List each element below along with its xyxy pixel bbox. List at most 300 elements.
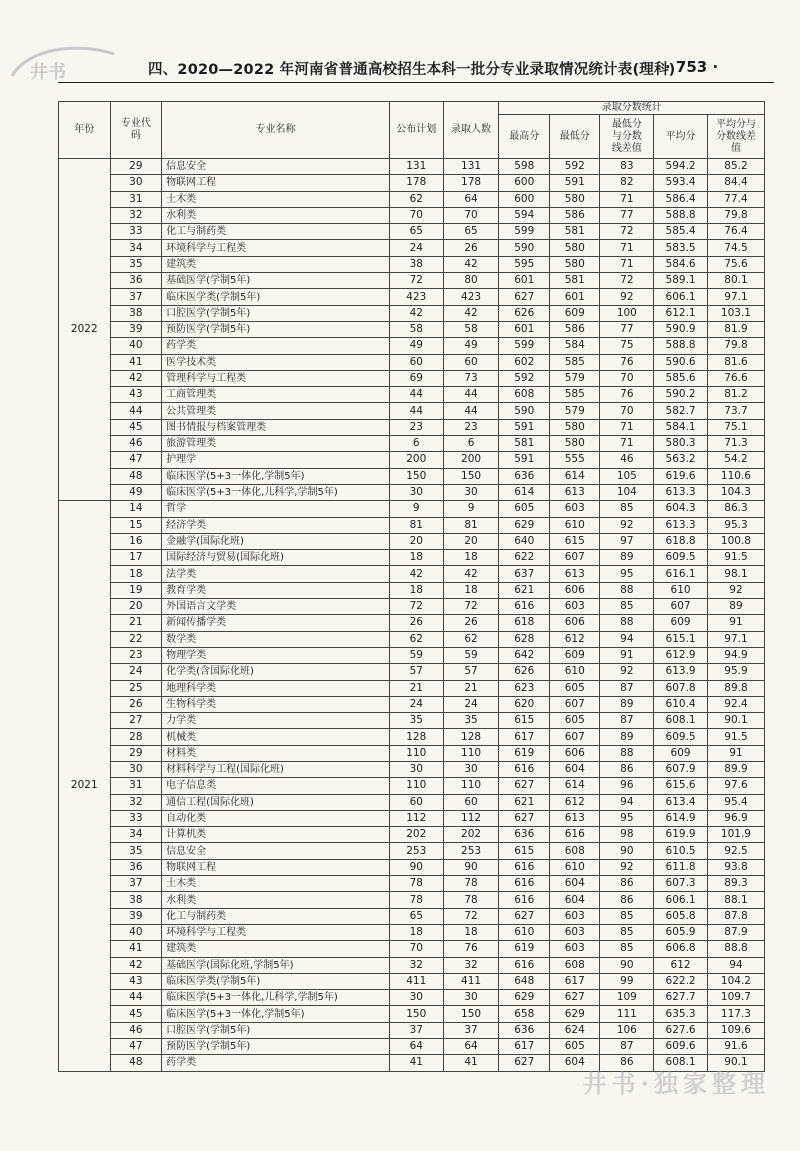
max-cell: 617: [499, 729, 550, 745]
name-cell: 口腔医学(学制5年): [162, 305, 390, 321]
avgdiff-cell: 79.8: [707, 207, 764, 223]
avgdiff-cell: 104.3: [707, 484, 764, 500]
plan-cell: 24: [389, 696, 443, 712]
name-cell: 化学类(含国际化班): [162, 664, 390, 680]
max-cell: 619: [499, 941, 550, 957]
name-cell: 环境科学与工程类: [162, 240, 390, 256]
avg-cell: 584.1: [654, 419, 708, 435]
plan-cell: 69: [389, 370, 443, 386]
diff-cell: 46: [600, 452, 654, 468]
admitted-cell: 30: [443, 761, 499, 777]
min-cell: 613: [549, 484, 600, 500]
admitted-cell: 150: [443, 468, 499, 484]
diff-cell: 85: [600, 941, 654, 957]
avgdiff-cell: 87.9: [707, 924, 764, 940]
table-row: [59, 436, 765, 452]
diff-cell: 82: [600, 175, 654, 191]
admitted-cell: 110: [443, 778, 499, 794]
max-cell: 637: [499, 566, 550, 582]
admitted-cell: 24: [443, 696, 499, 712]
avg-cell: 593.4: [654, 175, 708, 191]
plan-cell: 35: [389, 713, 443, 729]
avgdiff-cell: 97.1: [707, 289, 764, 305]
year-cell: 2021: [59, 501, 111, 1071]
max-cell: 599: [499, 224, 550, 240]
diff-cell: 94: [600, 631, 654, 647]
avg-cell: 584.6: [654, 256, 708, 272]
avg-cell: 612.1: [654, 305, 708, 321]
plan-cell: 112: [389, 810, 443, 826]
name-cell: 物理学类: [162, 647, 390, 663]
min-cell: 603: [549, 924, 600, 940]
avgdiff-cell: 94: [707, 957, 764, 973]
diff-cell: 96: [600, 778, 654, 794]
avg-cell: 615.6: [654, 778, 708, 794]
name-cell: 预防医学(学制5年): [162, 321, 390, 337]
table-body: [59, 159, 765, 1072]
avgdiff-cell: 104.2: [707, 973, 764, 989]
code-cell: 33: [110, 810, 162, 826]
min-cell: 608: [549, 843, 600, 859]
min-cell: 555: [549, 452, 600, 468]
admitted-cell: 253: [443, 843, 499, 859]
min-cell: 601: [549, 289, 600, 305]
col-group: 录取分数统计: [499, 102, 765, 115]
name-cell: 临床医学类(学制5年): [162, 973, 390, 989]
avgdiff-cell: 91.5: [707, 729, 764, 745]
avg-cell: 585.6: [654, 370, 708, 386]
avg-cell: 605.8: [654, 908, 708, 924]
year-cell: 2022: [59, 159, 111, 501]
diff-cell: 71: [600, 240, 654, 256]
name-cell: 图书情报与档案管理类: [162, 419, 390, 435]
plan-cell: 32: [389, 957, 443, 973]
plan-cell: 65: [389, 908, 443, 924]
max-cell: 608: [499, 387, 550, 403]
avgdiff-cell: 76.4: [707, 224, 764, 240]
avg-cell: 613.4: [654, 794, 708, 810]
diff-cell: 71: [600, 419, 654, 435]
code-cell: 30: [110, 761, 162, 777]
code-cell: 15: [110, 517, 162, 533]
code-cell: 48: [110, 1055, 162, 1071]
code-cell: 27: [110, 713, 162, 729]
max-cell: 642: [499, 647, 550, 663]
avgdiff-cell: 73.7: [707, 403, 764, 419]
table-row: [59, 647, 765, 663]
table-row: [59, 1022, 765, 1038]
plan-cell: 150: [389, 468, 443, 484]
name-cell: 地理科学类: [162, 680, 390, 696]
plan-cell: 70: [389, 941, 443, 957]
plan-cell: 60: [389, 794, 443, 810]
diff-cell: 109: [600, 990, 654, 1006]
plan-cell: 9: [389, 501, 443, 517]
plan-cell: 44: [389, 387, 443, 403]
max-cell: 648: [499, 973, 550, 989]
admitted-cell: 30: [443, 990, 499, 1006]
diff-cell: 89: [600, 729, 654, 745]
avgdiff-cell: 77.4: [707, 191, 764, 207]
admitted-cell: 72: [443, 599, 499, 615]
diff-cell: 76: [600, 354, 654, 370]
name-cell: 土木类: [162, 876, 390, 892]
name-cell: 预防医学(学制5年): [162, 1039, 390, 1055]
diff-cell: 85: [600, 924, 654, 940]
min-cell: 610: [549, 859, 600, 875]
code-cell: 47: [110, 1039, 162, 1055]
name-cell: 土木类: [162, 191, 390, 207]
plan-cell: 110: [389, 745, 443, 761]
code-cell: 31: [110, 778, 162, 794]
avg-cell: 610: [654, 582, 708, 598]
avgdiff-cell: 103.1: [707, 305, 764, 321]
code-cell: 22: [110, 631, 162, 647]
max-cell: 614: [499, 484, 550, 500]
logo-text: 井书: [30, 62, 66, 83]
code-cell: 37: [110, 876, 162, 892]
logo: [8, 40, 118, 84]
avg-cell: 613.9: [654, 664, 708, 680]
table-row: [59, 794, 765, 810]
max-cell: 595: [499, 256, 550, 272]
table-row: [59, 419, 765, 435]
avgdiff-cell: 71.3: [707, 436, 764, 452]
table-row: [59, 370, 765, 386]
name-cell: 护理学: [162, 452, 390, 468]
min-cell: 617: [549, 973, 600, 989]
admitted-cell: 423: [443, 289, 499, 305]
avg-cell: 607.3: [654, 876, 708, 892]
avg-cell: 614.9: [654, 810, 708, 826]
max-cell: 598: [499, 159, 550, 175]
plan-cell: 81: [389, 517, 443, 533]
max-cell: 620: [499, 696, 550, 712]
avg-cell: 607.8: [654, 680, 708, 696]
min-cell: 605: [549, 1039, 600, 1055]
min-cell: 610: [549, 664, 600, 680]
code-cell: 39: [110, 908, 162, 924]
code-cell: 44: [110, 403, 162, 419]
admitted-cell: 150: [443, 1006, 499, 1022]
avgdiff-cell: 89: [707, 599, 764, 615]
admitted-cell: 411: [443, 973, 499, 989]
admitted-cell: 20: [443, 533, 499, 549]
col-avg: 平均分: [654, 115, 708, 159]
col-avgdiff: 平均分与分数线差值: [707, 115, 764, 159]
min-cell: 580: [549, 240, 600, 256]
max-cell: 591: [499, 419, 550, 435]
avgdiff-cell: 84.4: [707, 175, 764, 191]
avgdiff-cell: 96.9: [707, 810, 764, 826]
diff-cell: 88: [600, 745, 654, 761]
table-row: [59, 321, 765, 337]
name-cell: 化工与制药类: [162, 908, 390, 924]
max-cell: 627: [499, 908, 550, 924]
min-cell: 584: [549, 338, 600, 354]
name-cell: 临床医学(5+3一体化,学制5年): [162, 1006, 390, 1022]
min-cell: 609: [549, 305, 600, 321]
avgdiff-cell: 98.1: [707, 566, 764, 582]
table-row: [59, 354, 765, 370]
avg-cell: 610.4: [654, 696, 708, 712]
max-cell: 627: [499, 778, 550, 794]
code-cell: 44: [110, 990, 162, 1006]
code-cell: 47: [110, 452, 162, 468]
diff-cell: 97: [600, 533, 654, 549]
table-row: [59, 631, 765, 647]
name-cell: 旅游管理类: [162, 436, 390, 452]
table-row: [59, 289, 765, 305]
avgdiff-cell: 92: [707, 582, 764, 598]
plan-cell: 65: [389, 224, 443, 240]
name-cell: 基础医学(国际化班,学制5年): [162, 957, 390, 973]
plan-cell: 178: [389, 175, 443, 191]
name-cell: 化工与制药类: [162, 224, 390, 240]
avgdiff-cell: 75.1: [707, 419, 764, 435]
admitted-cell: 58: [443, 321, 499, 337]
table-row: [59, 713, 765, 729]
table-row: [59, 240, 765, 256]
max-cell: 629: [499, 517, 550, 533]
min-cell: 604: [549, 1055, 600, 1071]
admitted-cell: 59: [443, 647, 499, 663]
table-row: [59, 550, 765, 566]
code-cell: 26: [110, 696, 162, 712]
avg-cell: 580.3: [654, 436, 708, 452]
plan-cell: 42: [389, 305, 443, 321]
avgdiff-cell: 110.6: [707, 468, 764, 484]
avgdiff-cell: 75.6: [707, 256, 764, 272]
name-cell: 水利类: [162, 207, 390, 223]
name-cell: 计算机类: [162, 827, 390, 843]
avg-cell: 608.1: [654, 1055, 708, 1071]
diff-cell: 77: [600, 321, 654, 337]
plan-cell: 41: [389, 1055, 443, 1071]
diff-cell: 91: [600, 647, 654, 663]
code-cell: 24: [110, 664, 162, 680]
max-cell: 627: [499, 289, 550, 305]
code-cell: 42: [110, 370, 162, 386]
name-cell: 水利类: [162, 892, 390, 908]
table-row: [59, 387, 765, 403]
admitted-cell: 65: [443, 224, 499, 240]
name-cell: 临床医学类(学制5年): [162, 289, 390, 305]
max-cell: 605: [499, 501, 550, 517]
plan-cell: 30: [389, 761, 443, 777]
name-cell: 力学类: [162, 713, 390, 729]
name-cell: 信息安全: [162, 843, 390, 859]
header-rule: [58, 82, 774, 83]
avg-cell: 582.7: [654, 403, 708, 419]
plan-cell: 131: [389, 159, 443, 175]
plan-cell: 18: [389, 582, 443, 598]
min-cell: 607: [549, 550, 600, 566]
admitted-cell: 78: [443, 876, 499, 892]
min-cell: 604: [549, 876, 600, 892]
max-cell: 636: [499, 468, 550, 484]
name-cell: 环境科学与工程类: [162, 924, 390, 940]
max-cell: 590: [499, 403, 550, 419]
max-cell: 615: [499, 713, 550, 729]
min-cell: 585: [549, 387, 600, 403]
name-cell: 药学类: [162, 338, 390, 354]
plan-cell: 90: [389, 859, 443, 875]
avg-cell: 605.9: [654, 924, 708, 940]
table-row: [59, 484, 765, 500]
avgdiff-cell: 79.8: [707, 338, 764, 354]
admitted-cell: 44: [443, 403, 499, 419]
max-cell: 621: [499, 794, 550, 810]
max-cell: 602: [499, 354, 550, 370]
table-row: [59, 957, 765, 973]
diff-cell: 71: [600, 256, 654, 272]
admitted-cell: 78: [443, 892, 499, 908]
code-cell: 46: [110, 1022, 162, 1038]
admitted-cell: 44: [443, 387, 499, 403]
avg-cell: 610.5: [654, 843, 708, 859]
code-cell: 31: [110, 191, 162, 207]
avgdiff-cell: 92.4: [707, 696, 764, 712]
min-cell: 580: [549, 436, 600, 452]
admitted-cell: 9: [443, 501, 499, 517]
avgdiff-cell: 100.8: [707, 533, 764, 549]
min-cell: 613: [549, 810, 600, 826]
diff-cell: 92: [600, 289, 654, 305]
plan-cell: 18: [389, 550, 443, 566]
table-row: [59, 941, 765, 957]
avgdiff-cell: 90.1: [707, 713, 764, 729]
code-cell: 34: [110, 240, 162, 256]
plan-cell: 423: [389, 289, 443, 305]
admitted-cell: 60: [443, 794, 499, 810]
admitted-cell: 64: [443, 191, 499, 207]
avg-cell: 589.1: [654, 273, 708, 289]
code-cell: 18: [110, 566, 162, 582]
code-cell: 46: [110, 436, 162, 452]
max-cell: 616: [499, 859, 550, 875]
avg-cell: 609: [654, 615, 708, 631]
max-cell: 600: [499, 175, 550, 191]
code-cell: 29: [110, 745, 162, 761]
col-max: 最高分: [499, 115, 550, 159]
name-cell: 国际经济与贸易(国际化班): [162, 550, 390, 566]
avg-cell: 563.2: [654, 452, 708, 468]
diff-cell: 106: [600, 1022, 654, 1038]
admission-table: [58, 101, 765, 1072]
code-cell: 16: [110, 533, 162, 549]
avgdiff-cell: 95.3: [707, 517, 764, 533]
code-cell: 39: [110, 321, 162, 337]
admitted-cell: 26: [443, 615, 499, 631]
admitted-cell: 178: [443, 175, 499, 191]
max-cell: 601: [499, 273, 550, 289]
max-cell: 627: [499, 810, 550, 826]
min-cell: 606: [549, 745, 600, 761]
plan-cell: 30: [389, 990, 443, 1006]
diff-cell: 95: [600, 566, 654, 582]
table-row: [59, 876, 765, 892]
code-cell: 35: [110, 256, 162, 272]
watermark: 井书·独家整理: [582, 1069, 770, 1098]
max-cell: 626: [499, 305, 550, 321]
avgdiff-cell: 93.8: [707, 859, 764, 875]
admitted-cell: 64: [443, 1039, 499, 1055]
avgdiff-cell: 94.9: [707, 647, 764, 663]
plan-cell: 23: [389, 419, 443, 435]
code-cell: 37: [110, 289, 162, 305]
code-cell: 40: [110, 924, 162, 940]
col-min: 最低分: [549, 115, 600, 159]
avgdiff-cell: 97.6: [707, 778, 764, 794]
diff-cell: 92: [600, 859, 654, 875]
avgdiff-cell: 95.4: [707, 794, 764, 810]
diff-cell: 71: [600, 191, 654, 207]
avgdiff-cell: 91: [707, 745, 764, 761]
max-cell: 590: [499, 240, 550, 256]
name-cell: 经济学类: [162, 517, 390, 533]
name-cell: 建筑类: [162, 941, 390, 957]
name-cell: 管理科学与工程类: [162, 370, 390, 386]
diff-cell: 75: [600, 338, 654, 354]
admitted-cell: 42: [443, 566, 499, 582]
name-cell: 法学类: [162, 566, 390, 582]
avg-cell: 627.6: [654, 1022, 708, 1038]
avgdiff-cell: 89.8: [707, 680, 764, 696]
min-cell: 580: [549, 191, 600, 207]
code-cell: 45: [110, 419, 162, 435]
diff-cell: 83: [600, 159, 654, 175]
max-cell: 622: [499, 550, 550, 566]
max-cell: 623: [499, 680, 550, 696]
code-cell: 20: [110, 599, 162, 615]
table-row: [59, 729, 765, 745]
max-cell: 616: [499, 876, 550, 892]
min-cell: 580: [549, 419, 600, 435]
table-row: [59, 680, 765, 696]
plan-cell: 411: [389, 973, 443, 989]
table-row: [59, 159, 765, 175]
name-cell: 机械类: [162, 729, 390, 745]
max-cell: 617: [499, 1039, 550, 1055]
avg-cell: 622.2: [654, 973, 708, 989]
avgdiff-cell: 87.8: [707, 908, 764, 924]
avg-cell: 612.9: [654, 647, 708, 663]
admitted-cell: 90: [443, 859, 499, 875]
min-cell: 612: [549, 794, 600, 810]
admitted-cell: 200: [443, 452, 499, 468]
min-cell: 605: [549, 713, 600, 729]
table-row: [59, 1039, 765, 1055]
code-cell: 49: [110, 484, 162, 500]
max-cell: 626: [499, 664, 550, 680]
table-row: [59, 533, 765, 549]
max-cell: 601: [499, 321, 550, 337]
table-row: [59, 745, 765, 761]
max-cell: 636: [499, 827, 550, 843]
max-cell: 592: [499, 370, 550, 386]
avg-cell: 588.8: [654, 207, 708, 223]
diff-cell: 94: [600, 794, 654, 810]
plan-cell: 57: [389, 664, 443, 680]
admitted-cell: 202: [443, 827, 499, 843]
min-cell: 615: [549, 533, 600, 549]
code-cell: 30: [110, 175, 162, 191]
max-cell: 591: [499, 452, 550, 468]
min-cell: 612: [549, 631, 600, 647]
table-row: [59, 664, 765, 680]
code-cell: 40: [110, 338, 162, 354]
